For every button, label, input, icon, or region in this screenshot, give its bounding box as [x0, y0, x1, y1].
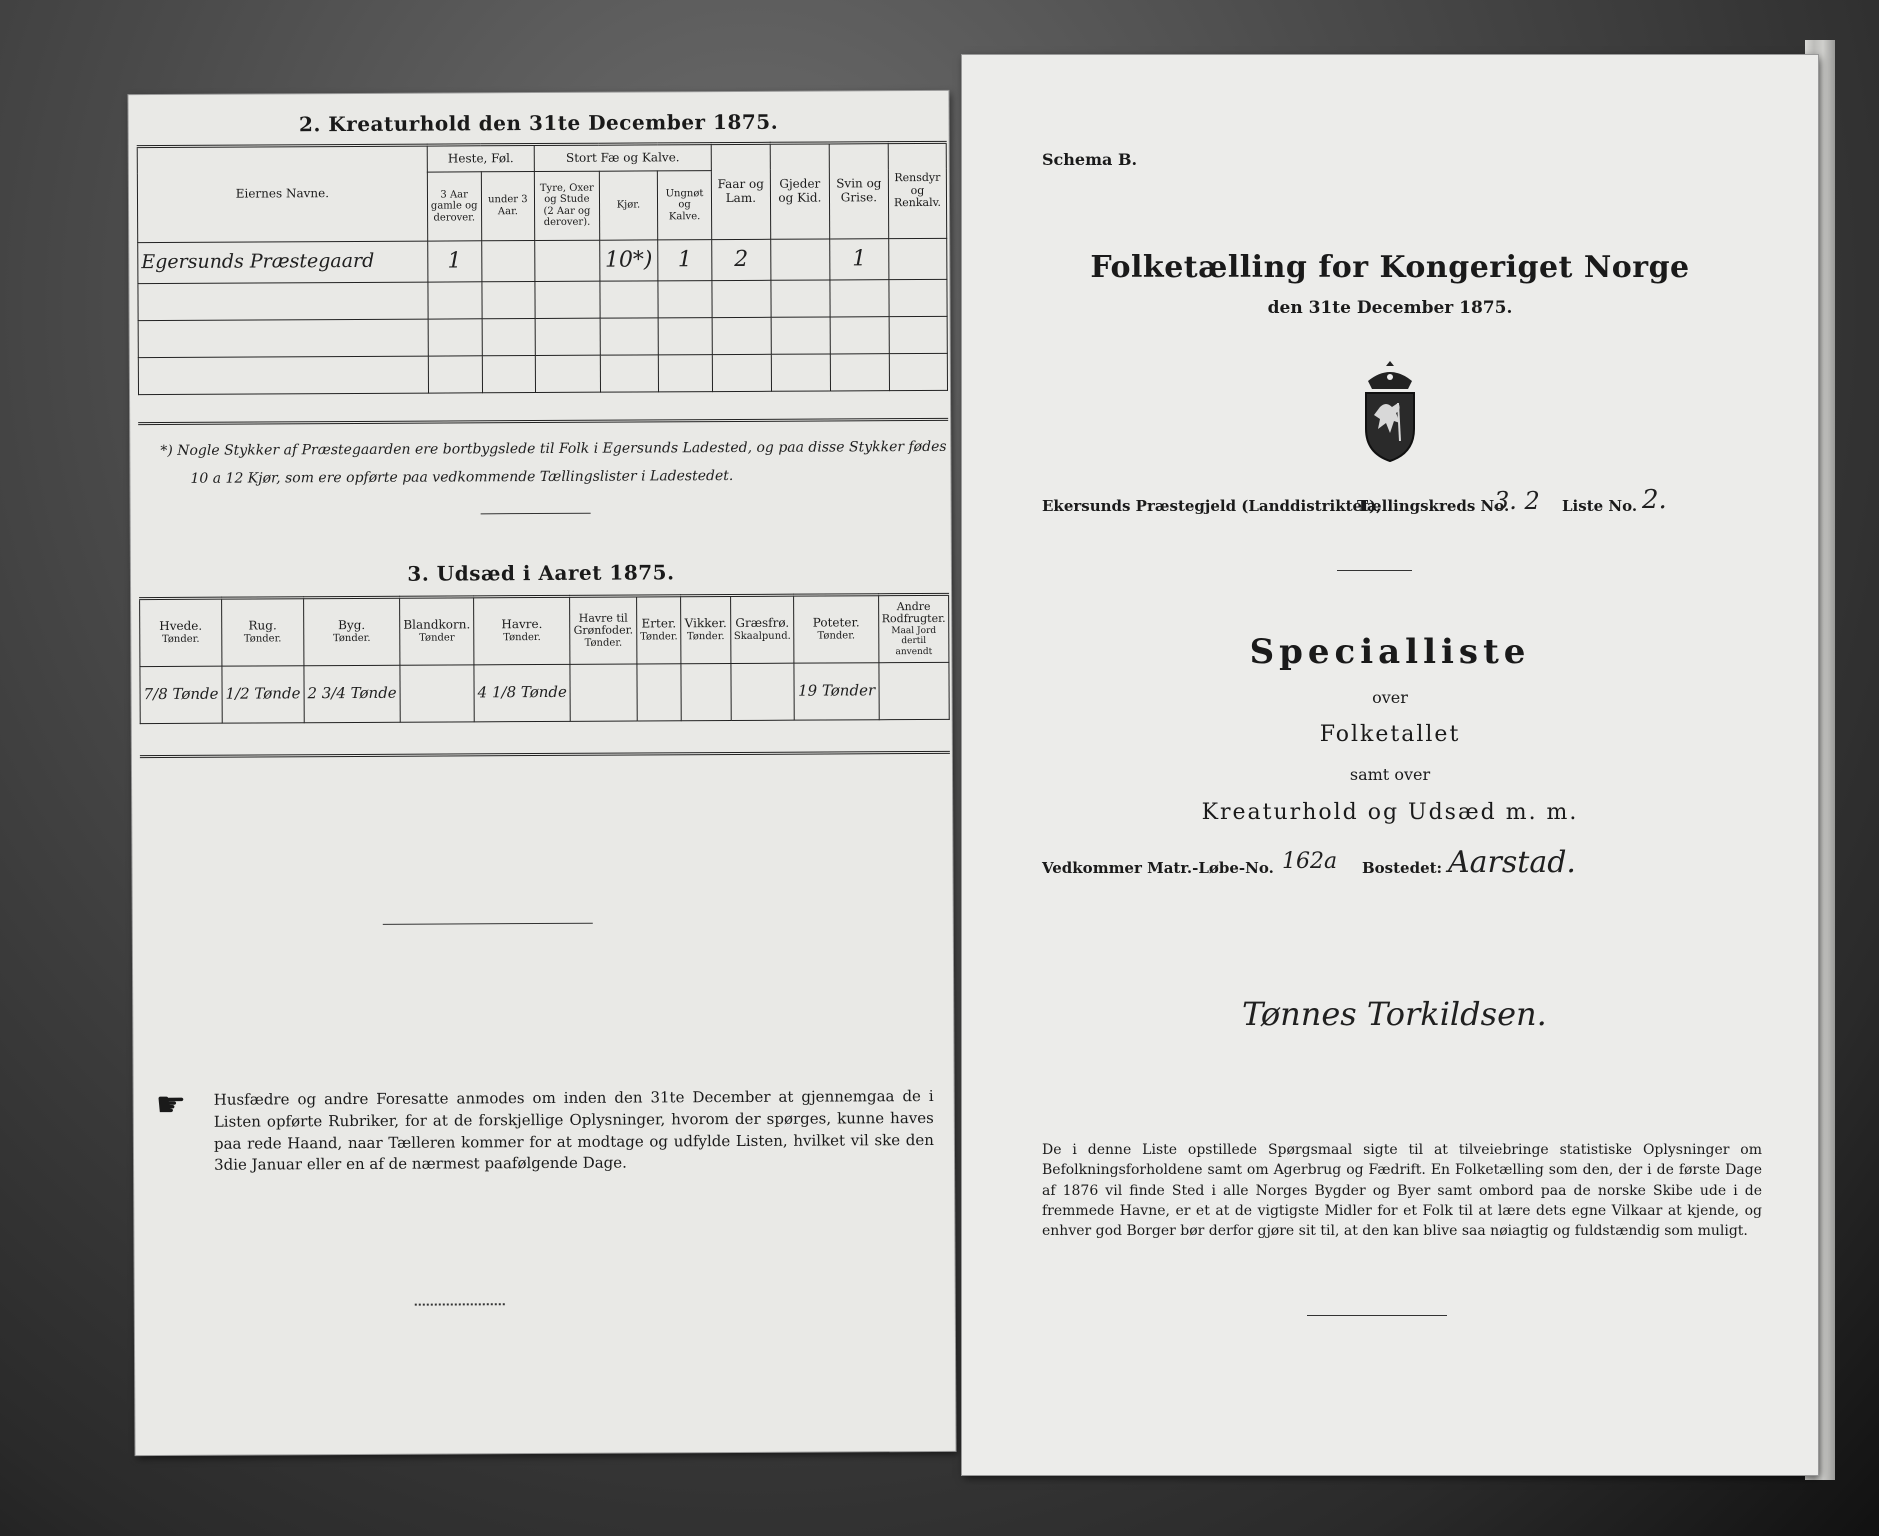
section2-title: 2. Kreaturhold den 31te December 1875.: [298, 109, 779, 137]
footnote-line-1: *) Nogle Stykker af Præstegaarden ere bortbygslede til Folk i Egersunds Ladested, og paa disse Stykker fødes: [160, 438, 947, 459]
rensdyr-header: Rensdyr og Renkalv.: [888, 142, 947, 238]
rensdyr-cell: [889, 238, 947, 279]
gjeder-cell: [771, 239, 830, 280]
over-label: over: [1372, 688, 1408, 707]
krets-value: 3. 2: [1494, 487, 1540, 515]
middle-rule: [383, 923, 593, 925]
stort-c-cell: 1: [658, 240, 712, 281]
table-bottom-rule: [138, 418, 948, 425]
short-rule-2: [1307, 1315, 1447, 1316]
matr-value: 162a: [1282, 849, 1338, 874]
sowing-cell-rodfrugter: [878, 662, 949, 719]
census-date: den 31te December 1875.: [1267, 298, 1513, 318]
svin-header: Svin og Grise.: [829, 143, 889, 239]
crop-header-10: Andre Rodfrugter. Maal Jord dertil anvendt: [878, 594, 949, 662]
heste-a-header: 3 Aar gamle og derover.: [427, 172, 481, 241]
sowing-cell-byg: 2 3/4 Tønde: [304, 665, 401, 723]
parish-label: Ekersunds Præstegjeld (Landdistriktet),: [1042, 497, 1382, 515]
crop-header-8: Græsfrø. Skaalpund.: [730, 595, 794, 663]
sowing-cell-vikker: [681, 664, 730, 721]
faar-header: Faar og Lam.: [711, 143, 771, 239]
footnote-line-2: 10 a 12 Kjør, som ere opførte paa vedkommende Tællingslister i Ladestedet.: [190, 467, 734, 487]
sowing-cell-poteter: 19 Tønder: [794, 663, 878, 720]
stort-a-header: Tyre, Oxer og Stude (2 Aar og derover).: [535, 171, 600, 241]
sowing-cell-havre: 4 1/8 Tønde: [474, 664, 571, 722]
gjeder-header: Gjeder og Kid.: [770, 143, 830, 239]
matr-label: Vedkommer Matr.-Løbe-No.: [1042, 859, 1274, 877]
crop-header-1: Rug. Tønder.: [222, 598, 304, 666]
specialliste-heading: Specialliste: [1249, 632, 1531, 672]
sowing-cell-blandkorn: [400, 665, 474, 722]
crop-header-0: Hvede. Tønder.: [140, 598, 222, 666]
heste-b-cell: [481, 241, 535, 282]
right-page: [962, 55, 1818, 1475]
crop-header-2: Byg. Tønder.: [303, 597, 400, 666]
stort-c-header: Ungnøt og Kalve.: [658, 170, 712, 239]
enumerator-signature: Tønnes Torkildsen.: [1242, 995, 1547, 1033]
kreaturhold-heading: Kreaturhold og Udsæd m. m.: [1201, 800, 1579, 825]
owner-header: Eiernes Navne.: [137, 145, 427, 243]
stort-b-cell: 10*): [599, 240, 658, 281]
heste-a-cell: 1: [428, 241, 482, 282]
sowing-cell-graesfro: [731, 663, 795, 720]
crop-header-6: Erter. Tønder.: [636, 596, 681, 664]
sowing-table: [139, 593, 950, 724]
left-page: [128, 91, 955, 1455]
separator-rule: [481, 513, 591, 515]
sowing-cell-erter: [637, 664, 682, 721]
short-rule-1: [1337, 570, 1412, 571]
footer-text: De i denne Liste opstillede Spørgsmaal sigte til at tilveiebringe statistiske Oplysninger om Befolkningsforholdene samt om Agerbrug og Fædrift. En Folketælling som den, der i de første Dage af 1876 vil finde Sted i alle Norges Bygder og Byer samt ombord paa de norske Skibe ude i de fremmede Havne, er et at de vigtigste Midler for et Folk til at lære dets egne Vilkaar at kjende, og enhver god Borger bør derfor gjøre sit til, at den kan blive saa nøiagtig og fuldstændig som muligt.: [1042, 1142, 1762, 1240]
pointing-hand-icon: ☛: [155, 1084, 187, 1126]
livestock-row: [138, 238, 947, 283]
owner-cell: Egersunds Præstegaard: [138, 241, 428, 284]
norwegian-coat-of-arms-icon: [1350, 355, 1430, 465]
crop-header-3: Blandkorn. Tønder: [400, 597, 474, 665]
samt-over-label: samt over: [1349, 765, 1431, 784]
bosted-value: Aarstad.: [1448, 845, 1576, 880]
svin-cell: 1: [830, 239, 889, 280]
livestock-table: [137, 141, 948, 395]
sowing-row: [140, 662, 950, 723]
heste-b-header: under 3 Aar.: [481, 171, 535, 240]
crop-header-4: Havre. Tønder.: [474, 596, 571, 665]
crop-header-5: Havre til Grønfoder. Tønder.: [570, 596, 637, 664]
crop-header-7: Vikker. Tønder.: [681, 596, 731, 664]
stort-b-header: Kjør.: [599, 171, 658, 240]
faar-cell: 2: [712, 239, 771, 280]
section3-title: 3. Udsæd i Aaret 1875.: [407, 560, 675, 586]
sowing-cell-rug: 1/2 Tønde: [222, 666, 304, 723]
bottom-rule: [415, 1303, 505, 1305]
crop-header-9: Poteter. Tønder.: [794, 595, 878, 663]
schema-label: Schema B.: [1042, 150, 1138, 169]
sowing-cell-hvede: 7/8 Tønde: [140, 666, 222, 723]
stort-fae-header: Stort Fæ og Kalve.: [534, 144, 711, 172]
liste-value: 2.: [1642, 485, 1667, 515]
bosted-label: Bostedet:: [1362, 859, 1443, 877]
notice-text: Husfædre og andre Foresatte anmodes om inden den 31te December at gjennemgaa de i Listen opførte Rubriker, for at de forskjellige Oplysninger, hvorom der spørges, kunne haves paa rede Haand, naar Tælleren kommer for at modtage og udfylde Listen, hvilket vil ske den 3die Januar eller en af de nærmest paafølgende Dage.: [213, 1086, 934, 1174]
krets-label: Tællingskreds No.: [1357, 497, 1510, 515]
stort-a-cell: [535, 240, 600, 281]
liste-label: Liste No.: [1562, 497, 1638, 515]
sowing-bottom-rule: [140, 751, 950, 758]
folketallet-heading: Folketallet: [1319, 722, 1461, 747]
main-title: Folketælling for Kongeriget Norge: [1090, 250, 1690, 285]
heste-header: Heste, Føl.: [427, 145, 534, 172]
sowing-cell-gronfoder: [570, 664, 637, 721]
